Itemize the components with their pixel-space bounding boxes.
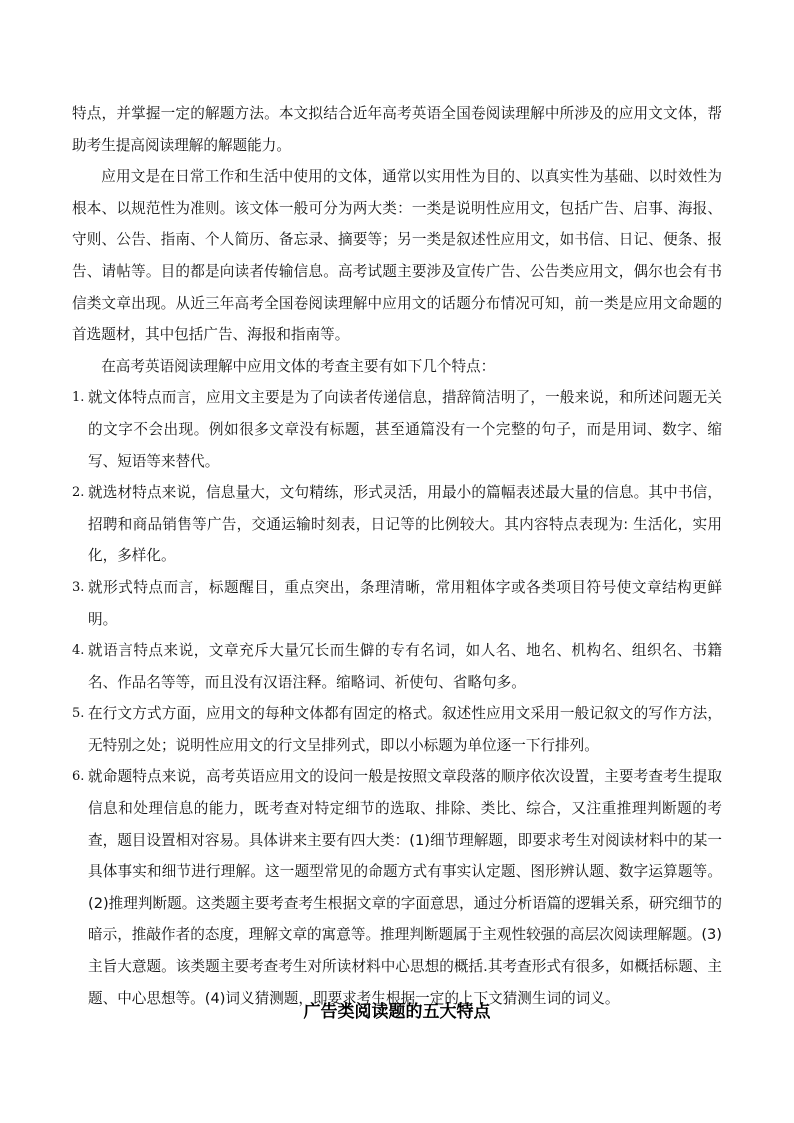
- list-item-number: 3.: [72, 579, 85, 595]
- list-item: [72, 698, 722, 761]
- list-item-text: 就选材特点来说，信息量大，文句精练，形式灵活，用最小的篇幅表述最大量的信息。其中书信，招聘和商品销售等广告，交通运输时刻表，日记等的比例较大。其内容特点表现为: 生活化，实用化，多样化。: [88, 484, 722, 565]
- features-lead-paragraph: 在高考英语阅读理解中应用文体的考查主要有如下几个特点：: [101, 357, 496, 375]
- document-body: [72, 98, 722, 1014]
- list-item-number: 6.: [72, 769, 85, 785]
- list-item: [72, 635, 722, 698]
- intro-paragraph-continued: 特点，并掌握一定的解题方法。本文拟结合近年高考英语全国卷阅读理解中所涉及的应用文文体，帮助考生提高阅读理解的解题能力。: [72, 105, 722, 154]
- list-item-text: 在行文方式方面，应用文的每种文体都有固定的格式。叙述性应用文采用一般记叙文的写作方法，无特别之处；说明性应用文的行文呈排列式，即以小标题为单位逐一下行排列。: [88, 705, 722, 754]
- list-item: [72, 572, 722, 635]
- list-item-text: 就语言特点来说，文章充斥大量冗长而生僻的专有名词，如人名、地名、机构名、组织名、书籍名、作品名等等，而且没有汉语注释。缩略词、祈使句、省略句多。: [88, 642, 722, 691]
- applied-writing-definition-paragraph: 应用文是在日常工作和生活中使用的文体，通常以实用性为目的、以真实性为基础、以时效性为根本、以规范性为准则。该文体一般可分为两大类：一类是说明性应用文，包括广告、启事、海报、守则、公告、指南、个人简历、备忘录、摘要等；另一类是叙述性应用文，如书信、日记、便条、报告、请帖等。目的都是向读者传输信息。高考试题主要涉及宣传广告、公告类应用文，偶尔也会有书信类文章出现。从近三年高考全国卷阅读理解中应用文的话题分布情况可知，前一类是应用文命题的首选题材，其中包括广告、海报和指南等。: [72, 168, 722, 344]
- list-item-number: 1.: [72, 390, 85, 406]
- list-item-number: 4.: [72, 643, 85, 659]
- list-item: [72, 761, 722, 1014]
- list-item-text: 就文体特点而言，应用文主要是为了向读者传递信息，措辞简洁明了，一般来说，和所述问题无关的文字不会出现。例如很多文章没有标题，甚至通篇没有一个完整的句子，而是用词、数字、缩写、短语等来替代。: [88, 389, 722, 470]
- features-list: [72, 382, 722, 1014]
- list-item: [72, 477, 722, 572]
- list-item-number: 2.: [72, 485, 85, 501]
- list-item: [72, 382, 722, 477]
- list-item-number: 5.: [72, 706, 85, 722]
- list-item-text: 就命题特点来说，高考英语应用文的设问一般是按照文章段落的顺序依次设置，主要考查考生提取信息和处理信息的能力，既考查对特定细节的选取、排除、类比、综合，又注重推理判断题的考查，题目设置相对容易。具体讲来主要有四大类：(1)细节理解题，即要求考生对阅读材料中的某一具体事实和细节进行理解。这一题型常见的命题方式有事实认定题、图形辨认题、数字运算题等。(2)推理判断题。这类题主要考查考生根据文章的字面意思，通过分析语篇的逻辑关系，研究细节的暗示，推敲作者的态度，理解文章的寓意等。推理判断题属于主观性较强的高层次阅读理解题。(3)主旨大意题。该类题主要考查考生对所读材料中心思想的概括.其考查形式有很多，如概括标题、主题、中心思想等。(4)词义猜测题，即要求考生根据一定的上下文猜测生词的词义。: [88, 768, 722, 1007]
- list-item-text: 就形式特点而言，标题醒目，重点突出，条理清晰，常用粗体字或各类项目符号使文章结构更鲜明。: [88, 578, 722, 628]
- section-heading: 广告类阅读题的五大特点: [303, 1002, 491, 1022]
